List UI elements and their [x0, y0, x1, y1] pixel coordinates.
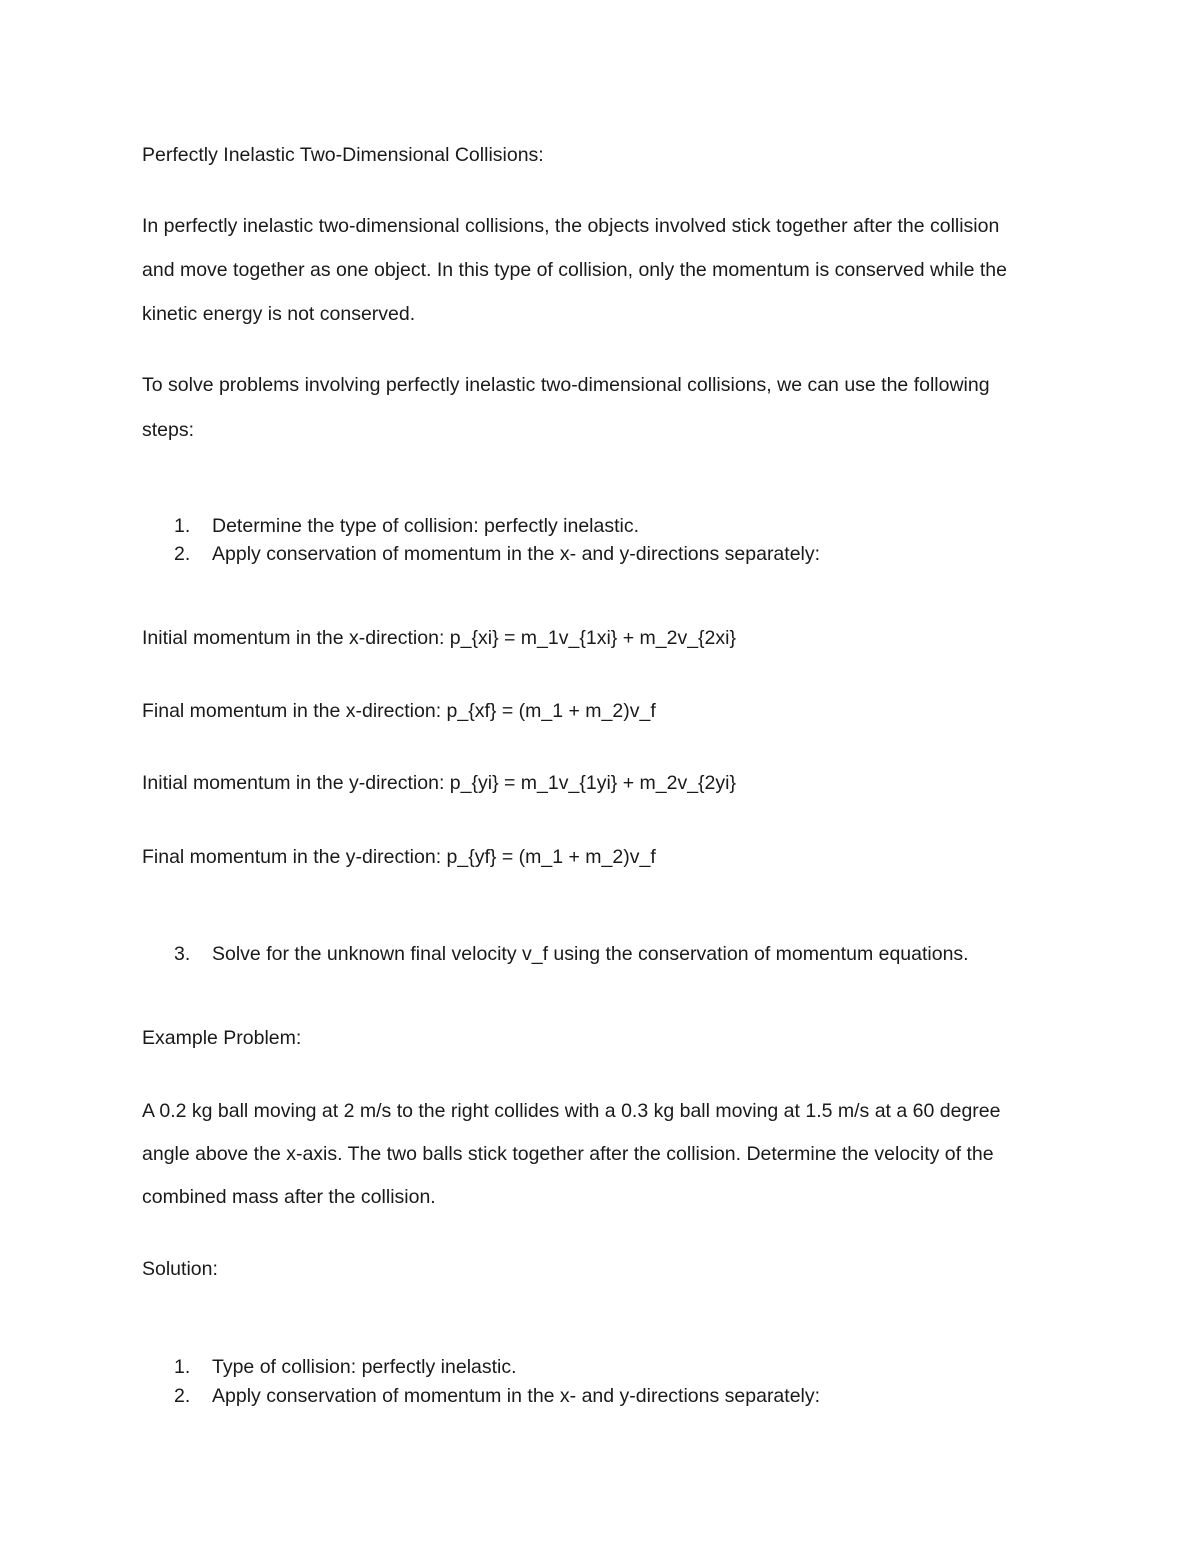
equation-line: Initial momentum in the x-direction: p_{xi} = m_1v_{1xi} + m_2v_{2xi}: [142, 627, 736, 649]
solution-heading: Solution:: [142, 1258, 218, 1280]
list-item-number: 1.: [174, 515, 191, 537]
list-item-number: 3.: [174, 943, 191, 965]
list-item-text: Type of collision: perfectly inelastic.: [212, 1356, 517, 1378]
equation-line: Final momentum in the x-direction: p_{xf} = (m_1 + m_2)v_f: [142, 700, 656, 722]
example-paragraph-line: A 0.2 kg ball moving at 2 m/s to the right collides with a 0.3 kg ball moving at 1.5 m/s at a 60 degree: [142, 1100, 1001, 1122]
list-item: [174, 942, 969, 966]
document-title: Perfectly Inelastic Two-Dimensional Collisions:: [142, 144, 544, 166]
example-paragraph-line: angle above the x-axis. The two balls stick together after the collision. Determine the velocity of the: [142, 1143, 994, 1165]
list-item-text: Apply conservation of momentum in the x- and y-directions separately:: [212, 1385, 821, 1407]
list-item: [174, 1384, 820, 1408]
equation-line: Final momentum in the y-direction: p_{yf} = (m_1 + m_2)v_f: [142, 846, 656, 868]
intro-paragraph-line: and move together as one object. In this type of collision, only the momentum is conserved while the: [142, 259, 1007, 281]
list-item-text: Solve for the unknown final velocity v_f using the conservation of momentum equations.: [212, 943, 969, 965]
steps-intro-line: To solve problems involving perfectly inelastic two-dimensional collisions, we can use the following: [142, 374, 990, 396]
list-item: [174, 542, 820, 566]
equation-line: Initial momentum in the y-direction: p_{yi} = m_1v_{1yi} + m_2v_{2yi}: [142, 772, 736, 794]
list-item: [174, 1355, 517, 1379]
steps-intro-line: steps:: [142, 419, 195, 441]
list-item-text: Apply conservation of momentum in the x- and y-directions separately:: [212, 543, 821, 565]
intro-paragraph-line: In perfectly inelastic two-dimensional collisions, the objects involved stick together after the collision: [142, 215, 1000, 237]
list-item-number: 2.: [174, 543, 191, 565]
intro-paragraph-line: kinetic energy is not conserved.: [142, 303, 416, 325]
list-item-number: 2.: [174, 1385, 191, 1407]
example-paragraph-line: combined mass after the collision.: [142, 1186, 436, 1208]
example-heading: Example Problem:: [142, 1027, 302, 1049]
list-item-number: 1.: [174, 1356, 191, 1378]
list-item-text: Determine the type of collision: perfectly inelastic.: [212, 515, 640, 537]
list-item: [174, 514, 639, 538]
